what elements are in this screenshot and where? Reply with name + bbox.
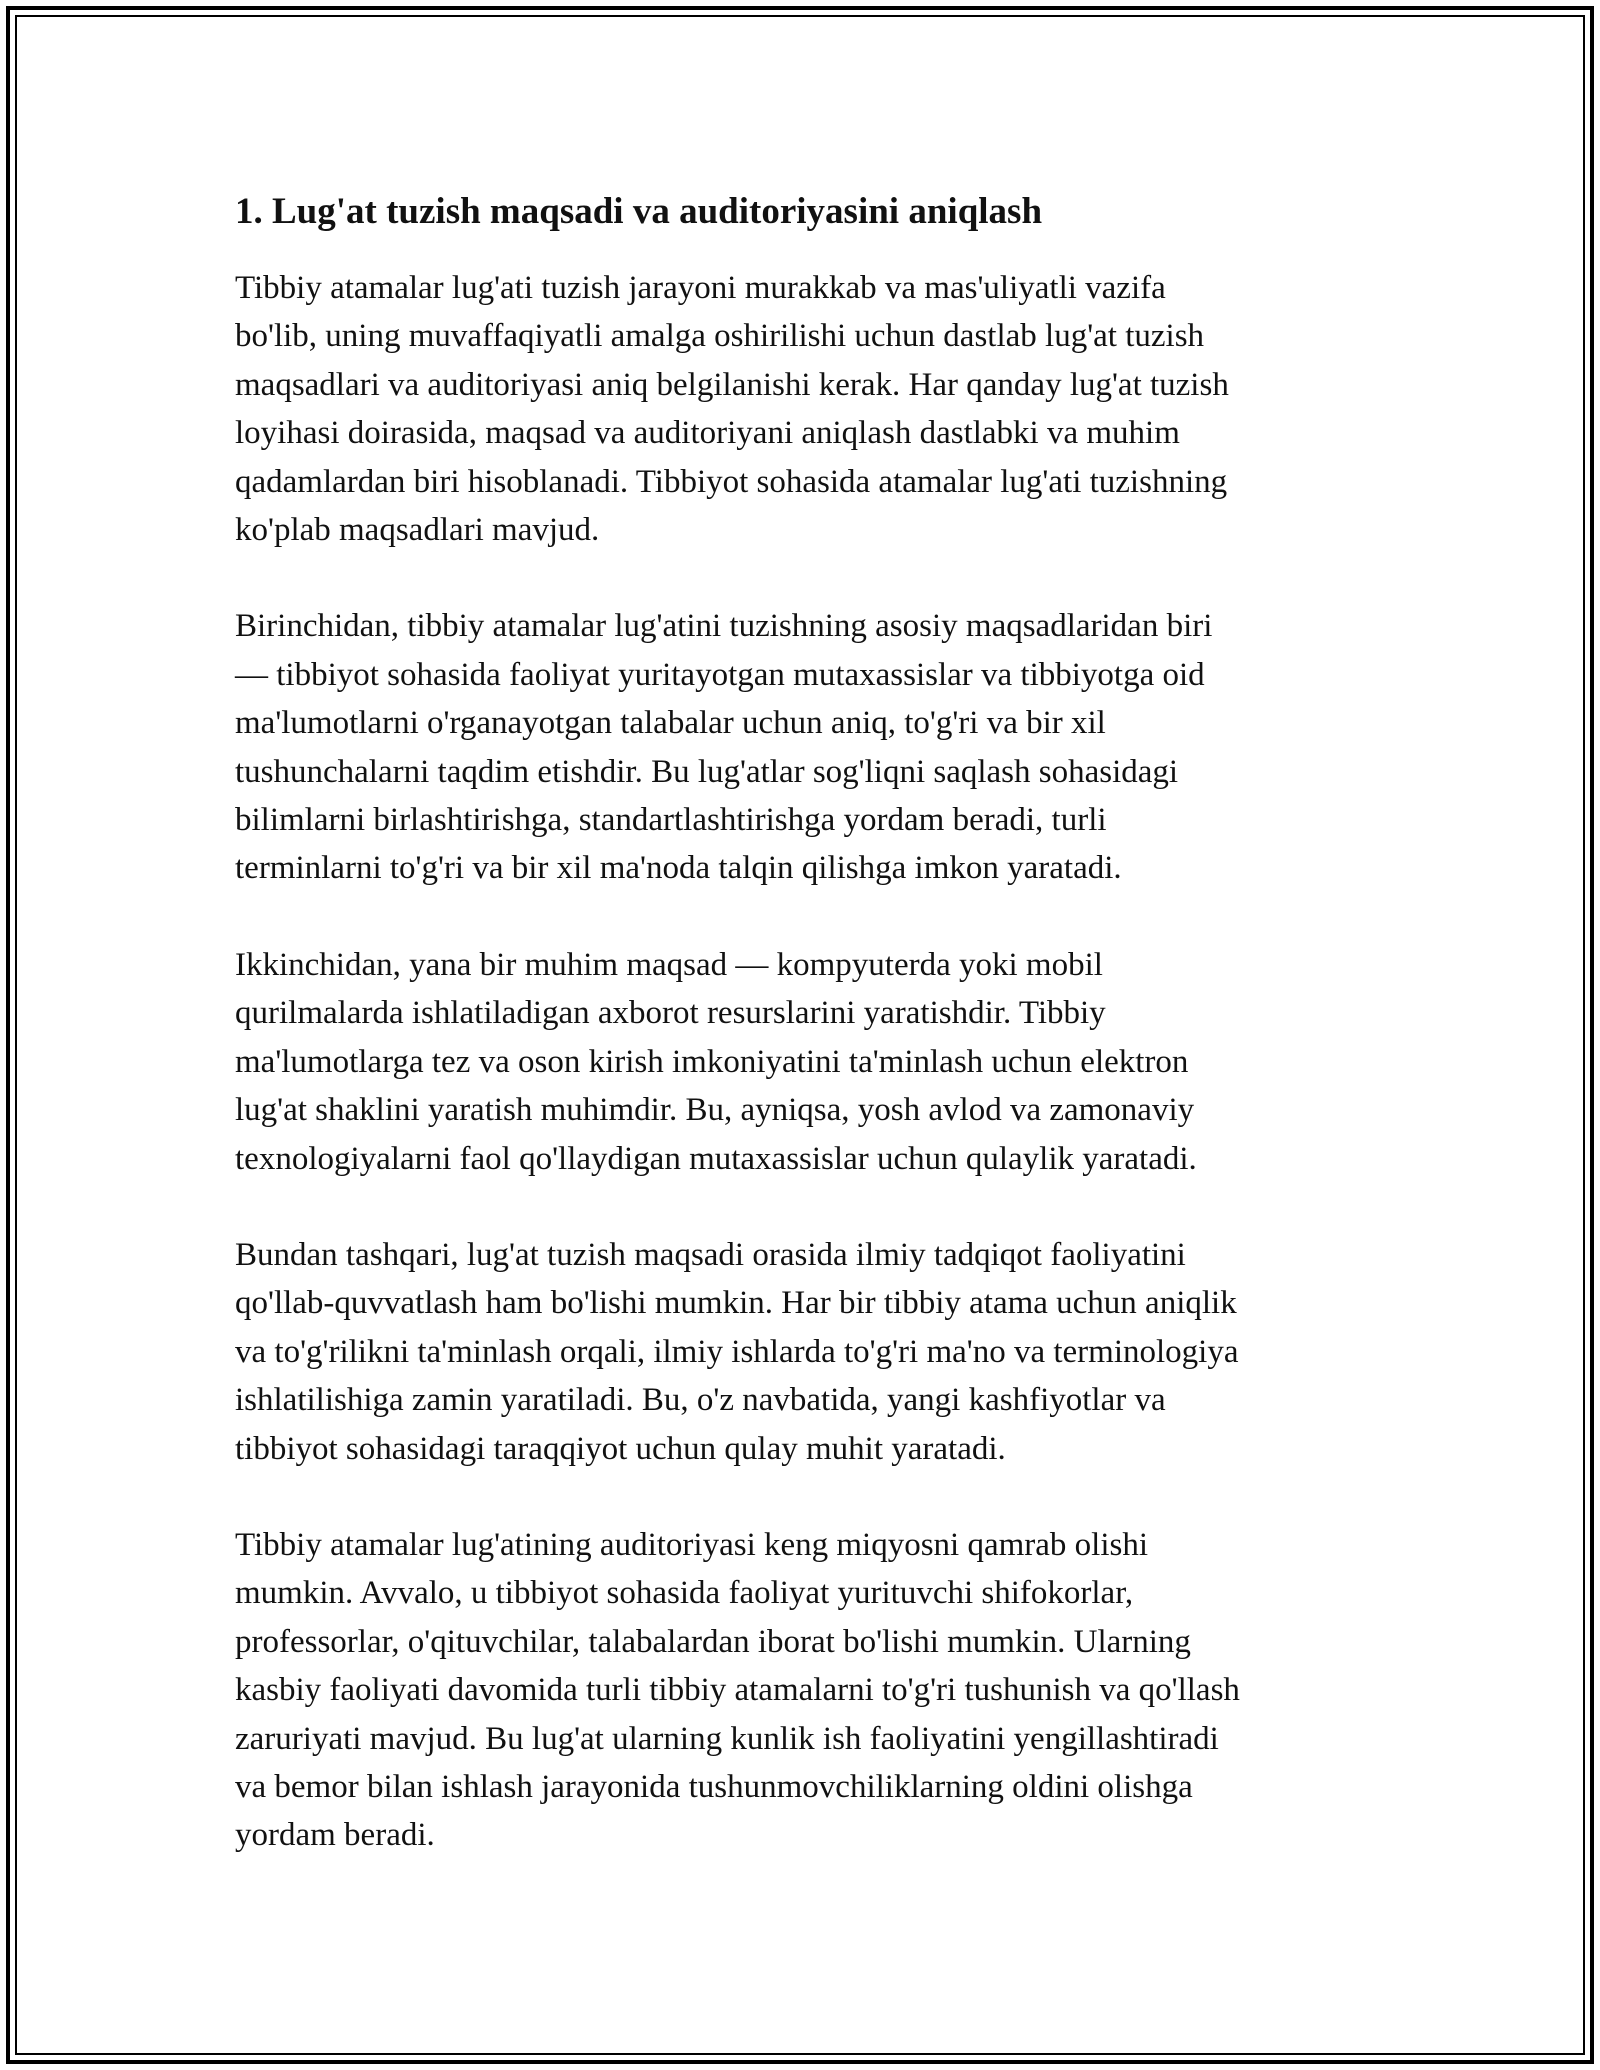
section-heading: 1. Lug'at tuzish maqsadi va auditoriyasini aniqlash — [235, 191, 1043, 232]
document-body — [235, 188, 1365, 1908]
paragraph-4: Bundan tashqari, lug'at tuzish maqsadi orasida ilmiy tadqiqot faoliyatini qo'llab-quvvatlash ham bo'lishi mumkin. Har bir tibbiy atama uchun aniqlik va to'g'rilikni ta'minlash orqali, ilmiy ishlarda to'g'ri ma'no va terminologiya ishlatilishiga zamin yaratiladi. Bu, o'z navbatida, yangi kashfiyotlar va tibbiyot sohasidagi taraqqiyot uchun qulay muhit yaratadi. — [235, 1236, 1239, 1467]
paragraph-2: Birinchidan, tibbiy atamalar lug'atini tuzishning asosiy maqsadlaridan biri — tibbiyot sohasida faoliyat yuritayotgan mutaxassislar va tibbiyotga oid ma'lumotlarni o'rganayotgan talabalar uchun aniq, to'g'ri va bir xil tushunchalarni taqdim etishdir. Bu lug'atlar sog'liqni saqlash sohasidagi bilimlarni birlashtirishga, standartlashtirishga yordam beradi, turli terminlarni to'g'ri va bir xil ma'noda talqin qilishga imkon yaratadi. — [235, 608, 1213, 887]
paragraph-1: Tibbiy atamalar lug'ati tuzish jarayoni murakkab va mas'uliyatli vazifa bo'lib, uning muvaffaqiyatli amalga oshirilishi uchun dastlab lug'at tuzish maqsadlari va auditoriyasi aniq belgilanishi kerak. Har qanday lug'at tuzish loyihasi doirasida, maqsad va auditoriyani aniqlash dastlabki va muhim qadamlardan biri hisoblanadi. Tibbiyot sohasida atamalar lug'ati tuzishning ko'plab maqsadlari mavjud. — [235, 270, 1229, 549]
paragraph-5: Tibbiy atamalar lug'atining auditoriyasi keng miqyosni qamrab olishi mumkin. Avvalo, u tibbiyot sohasida faoliyat yurituvchi shifokorlar, professorlar, o'qituvchilar, talabalardan iborat bo'lishi mumkin. Ularning kasbiy faoliyati davomida turli tibbiy atamalarni to'g'ri tushunish va qo'llash zaruriyati mavjud. Bu lug'at ularning kunlik ish faoliyatini yengillashtiradi va bemor bilan ishlash jarayonida tushunmovchiliklarning oldini olishga yordam beradi. — [235, 1526, 1240, 1854]
paragraph-3: Ikkinchidan, yana bir muhim maqsad — kompyuterda yoki mobil qurilmalarda ishlatiladigan axborot resurslarini yaratishdir. Tibbiy ma'lumotlarga tez va oson kirish imkoniyatini ta'minlash uchun elektron lug'at shaklini yaratish muhimdir. Bu, ayniqsa, yosh avlod va zamonaviy texnologiyalarni faol qo'llaydigan mutaxassislar uchun qulaylik yaratadi. — [235, 946, 1197, 1177]
